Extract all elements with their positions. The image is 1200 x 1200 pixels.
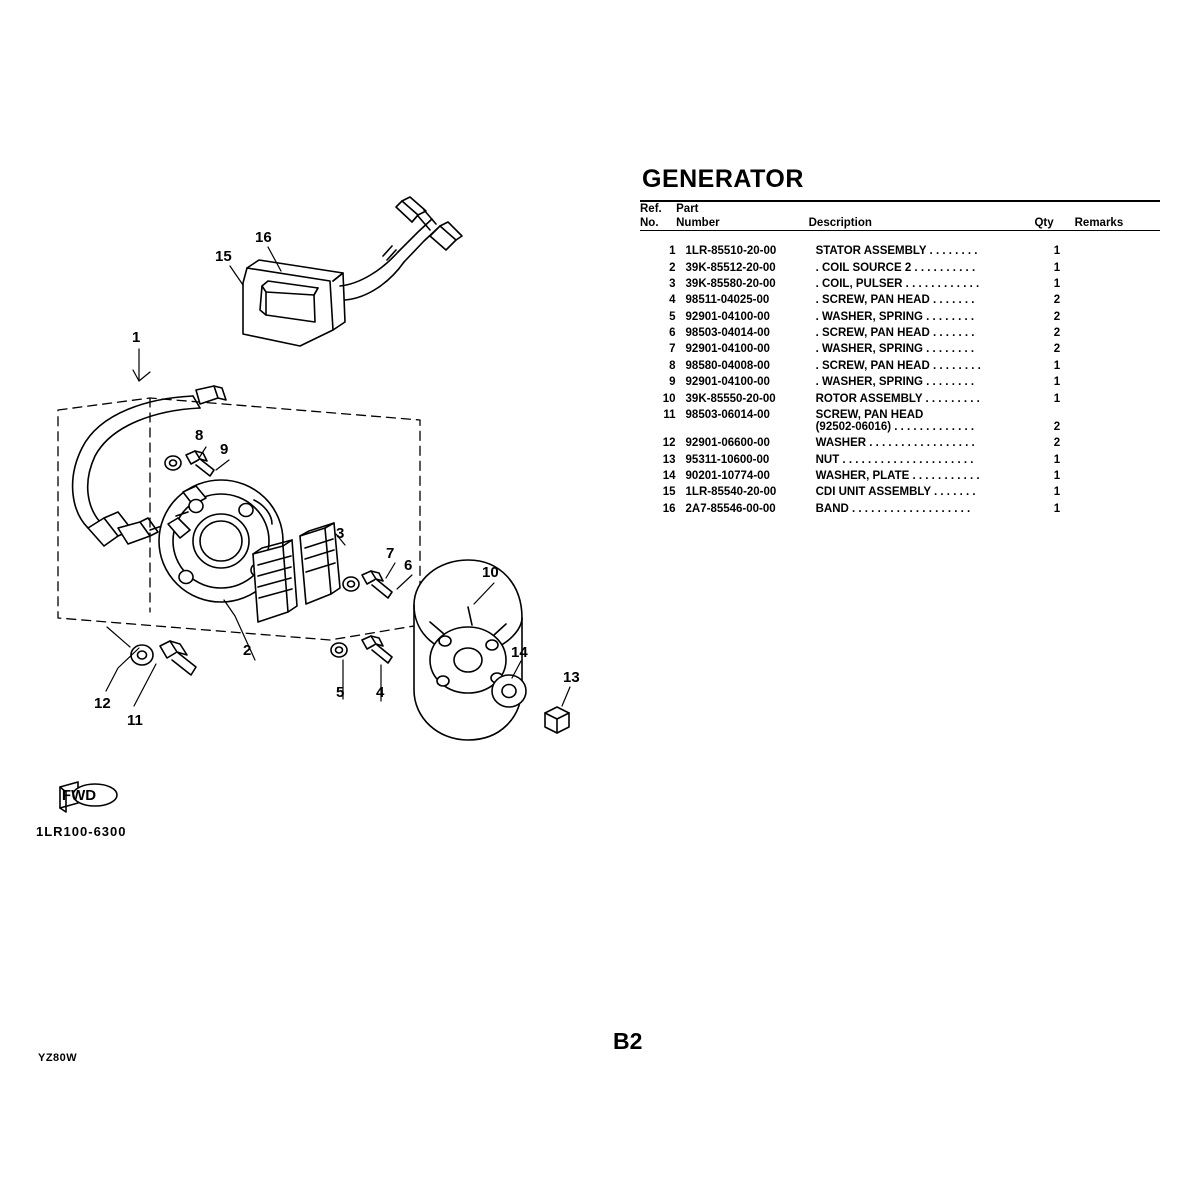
cell-remarks: [1077, 484, 1160, 500]
pulser-coil-illustration: [300, 523, 340, 604]
cell-part-number: 92901-04100-00: [685, 343, 770, 356]
table-row: [640, 276, 1160, 292]
table-row: [640, 309, 1160, 325]
parts-table: [640, 202, 1160, 230]
cell-part-number: 98503-04014-00: [685, 327, 770, 340]
callout-2: 2: [243, 642, 252, 659]
nut-illustration: [545, 707, 569, 733]
cell-part-number: 98511-04025-00: [685, 294, 770, 307]
cell-part-number: 39K-85512-20-00: [685, 261, 776, 274]
callout-12: 12: [94, 695, 111, 712]
rotor-assembly-illustration: [414, 560, 522, 740]
cell-qty: 1: [1053, 359, 1061, 372]
cell-description: . WASHER, SPRING . . . . . . . .: [815, 343, 975, 356]
callout-15: 15: [215, 248, 232, 265]
cell-description-line1: SCREW, PAN HEAD: [815, 408, 924, 421]
cell-description-line2: (92502-06016) . . . . . . . . . . . . .: [815, 420, 975, 433]
callout-3: 3: [336, 525, 345, 542]
table-row: [640, 435, 1160, 451]
cell-part-number: 98580-04008-00: [685, 359, 770, 372]
cell-qty: 2: [1053, 437, 1061, 450]
table-row: [640, 374, 1160, 390]
page-code: B2: [613, 1028, 643, 1054]
cell-ref: 4: [669, 294, 676, 307]
table-row: [640, 390, 1160, 406]
cell-remarks: [1077, 374, 1160, 390]
callout-5: 5: [336, 684, 345, 701]
cell-ref: 3: [669, 277, 676, 290]
cell-description: . WASHER, SPRING . . . . . . . .: [815, 376, 975, 389]
cell-qty: 1: [1053, 486, 1061, 499]
callout-11: 11: [127, 712, 143, 729]
cell-description: BAND . . . . . . . . . . . . . . . . . . .: [815, 502, 971, 515]
cdi-unit-illustration: [243, 260, 345, 346]
cell-qty: 2: [1053, 343, 1061, 356]
cell-part-number: 1LR-85540-20-00: [685, 486, 777, 499]
header-ref-2: No.: [640, 217, 659, 229]
cell-description: WASHER, PLATE . . . . . . . . . . .: [815, 470, 980, 483]
cell-ref: 14: [662, 470, 676, 483]
cell-qty: 1: [1053, 245, 1061, 258]
header-description: Description: [808, 217, 872, 229]
cell-qty-value: 2: [1053, 420, 1061, 433]
callout-16: 16: [255, 229, 272, 246]
cell-qty: 2: [1053, 327, 1061, 340]
cell-ref: 2: [669, 261, 676, 274]
table-row: [640, 325, 1160, 341]
header-rule: [640, 230, 1160, 231]
cell-ref: 8: [669, 359, 676, 372]
cell-remarks: [1077, 243, 1160, 259]
cell-part-number: 39K-85550-20-00: [685, 392, 776, 405]
cell-description: NUT . . . . . . . . . . . . . . . . . . . . .: [815, 453, 974, 466]
cell-qty: 1: [1053, 261, 1061, 274]
cell-part-number: 92901-06600-00: [685, 437, 770, 450]
table-row: [640, 452, 1160, 468]
cell-remarks: [1077, 292, 1160, 308]
cell-description: . COIL, PULSER . . . . . . . . . . . .: [815, 277, 980, 290]
cell-qty: 1: [1053, 502, 1061, 515]
cell-description: . WASHER, SPRING . . . . . . . .: [815, 310, 975, 323]
table-row: [640, 341, 1160, 357]
cell-remarks: [1077, 259, 1160, 275]
table-row: [640, 484, 1160, 500]
source-coil-illustration: [253, 540, 297, 622]
cell-part-number: 95311-10600-00: [685, 453, 770, 466]
header-remarks-spacer: [1075, 202, 1160, 216]
cell-remarks: [1077, 501, 1160, 517]
callout-10: 10: [482, 564, 499, 581]
cell-ref: 16: [662, 502, 676, 515]
generator-exploded-diagram: [0, 0, 640, 900]
cell-remarks: [1077, 341, 1160, 357]
table-header-row-2: [640, 216, 1160, 230]
parts-table-body: [640, 243, 1160, 517]
cell-ref: 5: [669, 310, 676, 323]
cell-remarks: [1077, 435, 1160, 451]
table-row: [640, 358, 1160, 374]
header-desc-spacer: [809, 202, 1035, 216]
table-row: [640, 243, 1160, 259]
cell-qty: 1: [1053, 277, 1061, 290]
cell-ref: 9: [669, 376, 676, 389]
cell-qty: 1: [1053, 453, 1061, 466]
cell-part-number: 2A7-85546-00-00: [685, 502, 776, 515]
cell-description: . SCREW, PAN HEAD . . . . . . . .: [815, 359, 981, 372]
cell-description: STATOR ASSEMBLY . . . . . . . .: [815, 245, 978, 258]
header-qty: Qty: [1034, 217, 1054, 229]
callout-8: 8: [195, 427, 204, 444]
table-row: [640, 468, 1160, 484]
cell-description: . SCREW, PAN HEAD . . . . . . .: [815, 294, 975, 307]
cell-qty: 1: [1053, 470, 1061, 483]
cell-part-number: 92901-04100-00: [685, 376, 770, 389]
cell-description: [816, 407, 1038, 435]
callout-6: 6: [404, 557, 413, 574]
callout-14: 14: [511, 644, 528, 661]
cell-description: . COIL SOURCE 2 . . . . . . . . . .: [815, 261, 976, 274]
header-part-1: Part: [676, 203, 699, 215]
cell-ref: 6: [669, 327, 676, 340]
cell-description: . SCREW, PAN HEAD . . . . . . .: [815, 327, 975, 340]
cell-part-number: 1LR-85510-20-00: [685, 245, 777, 258]
cell-qty: 1: [1053, 376, 1061, 389]
header-qty-spacer: [1034, 202, 1074, 216]
callout-9: 9: [220, 441, 229, 458]
cell-qty: 1: [1053, 392, 1061, 405]
cell-remarks: [1077, 325, 1160, 341]
cell-remarks: [1077, 407, 1160, 435]
parts-list-panel: [640, 165, 1160, 517]
model-code: YZ80W: [38, 1052, 78, 1064]
washer-bolt-group: [131, 641, 196, 675]
callout-7: 7: [386, 545, 395, 562]
cell-ref: 12: [662, 437, 676, 450]
table-row: [640, 407, 1160, 435]
cell-remarks: [1077, 309, 1160, 325]
cell-remarks: [1077, 452, 1160, 468]
cell-description: WASHER . . . . . . . . . . . . . . . . .: [815, 437, 975, 450]
cell-ref: 10: [662, 392, 676, 405]
callout-13: 13: [563, 669, 580, 686]
cell-ref: 1: [669, 245, 676, 258]
plate-washer-illustration: [492, 675, 526, 707]
header-remarks: Remarks: [1074, 217, 1124, 229]
cell-ref: 11: [663, 408, 676, 421]
callout-1: 1: [132, 329, 141, 346]
cell-remarks: [1077, 390, 1160, 406]
cell-part-number: 39K-85580-20-00: [685, 277, 776, 290]
table-row: [640, 501, 1160, 517]
page-title: GENERATOR: [642, 165, 804, 193]
cell-ref: 7: [669, 343, 676, 356]
table-row: [640, 292, 1160, 308]
cdi-wire-harness: [340, 197, 462, 300]
cell-qty: 2: [1053, 310, 1061, 323]
cell-qty: 2: [1053, 294, 1061, 307]
figure-code: 1LR100-6300: [36, 824, 127, 839]
callout-4: 4: [376, 684, 385, 701]
cell-qty: [1037, 407, 1076, 435]
cell-ref: 15: [662, 486, 676, 499]
header-part-2: Number: [676, 217, 720, 229]
fwd-label: FWD: [61, 787, 97, 804]
cell-part-number: 98503-06014-00: [685, 408, 770, 421]
cell-part-number: 92901-04100-00: [685, 310, 770, 323]
cell-remarks: [1077, 468, 1160, 484]
cell-remarks: [1077, 276, 1160, 292]
cell-ref: 13: [662, 453, 676, 466]
cell-part-number: 90201-10774-00: [685, 470, 770, 483]
table-row: [640, 259, 1160, 275]
cell-remarks: [1077, 358, 1160, 374]
header-ref-1: Ref.: [640, 203, 662, 215]
cell-description: ROTOR ASSEMBLY . . . . . . . . .: [815, 392, 980, 405]
table-header-row-1: [640, 202, 1160, 216]
cell-description: CDI UNIT ASSEMBLY . . . . . . .: [815, 486, 976, 499]
